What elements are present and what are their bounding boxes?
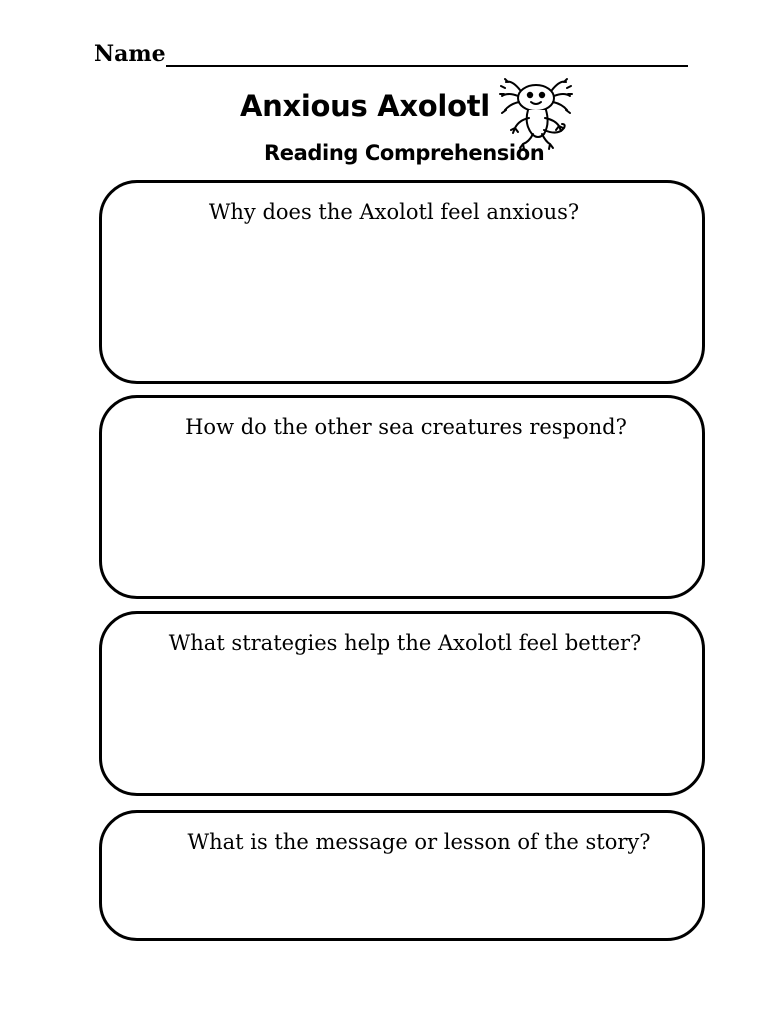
question-box-1[interactable] <box>99 180 705 384</box>
question-box-4[interactable] <box>99 810 705 941</box>
worksheet-subtitle: Reading Comprehension <box>264 141 545 165</box>
question-box-3[interactable] <box>99 611 705 796</box>
question-box-2[interactable] <box>99 395 705 599</box>
question-text-3: What strategies help the Axolotl feel better? <box>168 631 642 655</box>
question-text-4: What is the message or lesson of the story? <box>187 830 651 854</box>
name-write-line[interactable] <box>166 65 688 67</box>
question-text-2: How do the other sea creatures respond? <box>185 415 627 439</box>
name-row <box>94 40 694 70</box>
name-label: Name <box>94 41 166 67</box>
worksheet-title: Anxious Axolotl <box>240 89 490 123</box>
question-text-1: Why does the Axolotl feel anxious? <box>208 200 580 224</box>
